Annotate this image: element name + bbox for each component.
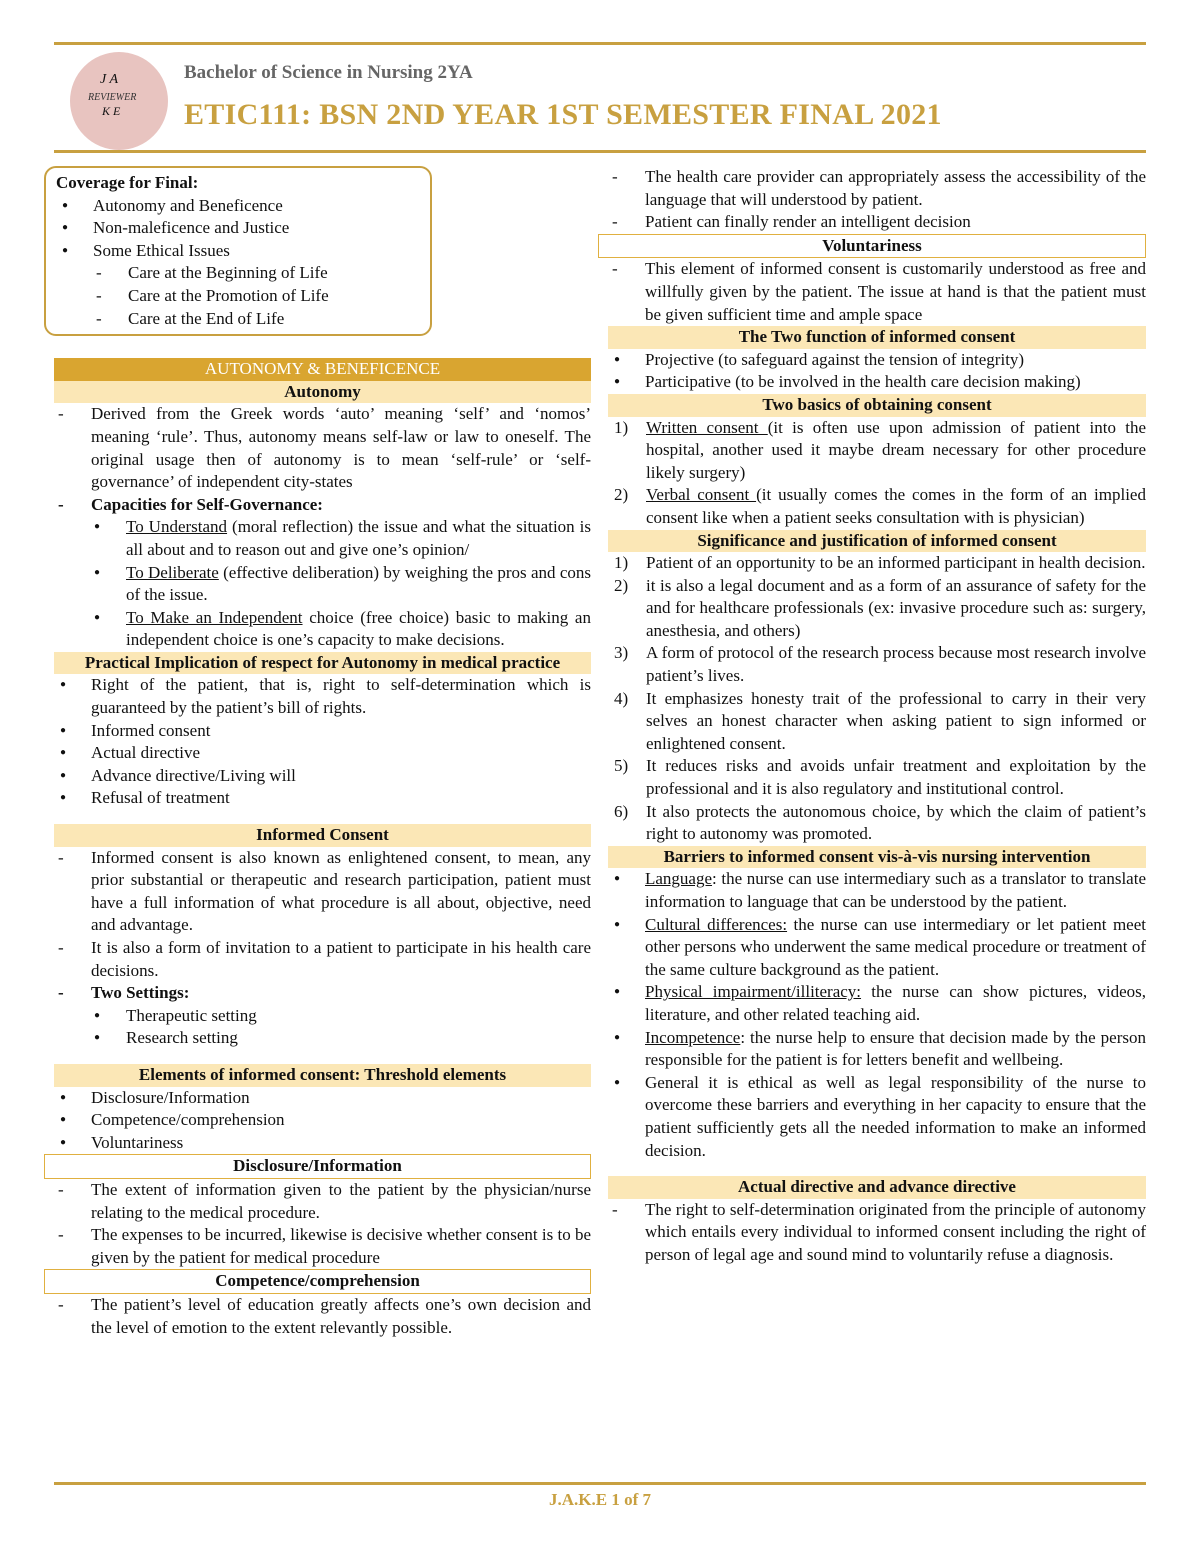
coverage-item: ● Some Ethical Issues	[56, 240, 430, 263]
elements-item: ● Competence/comprehension	[54, 1109, 591, 1132]
capacity-label: To Deliberate	[126, 562, 219, 582]
informed-paragraph: - Informed consent is also known as enlightened consent, to mean, any prior substantial or therapeutic and research participation, patient must have a full information of what procedure is all about, objective, need and advantage.	[54, 847, 591, 937]
barrier-text: : the nurse help to ensure that decision made by the person responsible for the patient is for letters benefit and wellbeing.	[645, 1027, 1146, 1070]
informed-consent-heading: Informed Consent	[54, 824, 591, 847]
two-basics-item: 2) Verbal consent (it usually comes the comes in the form of an implied consent like when a patient seeks consultation with is physician)	[614, 485, 1146, 527]
coverage-item: ● Non-maleficence and Justice	[56, 217, 430, 240]
logo-text-top: J A	[100, 72, 119, 87]
elements-heading: Elements of informed consent: Threshold elements	[54, 1064, 591, 1087]
disclosure-heading: Disclosure/Information	[44, 1154, 591, 1179]
disclosure-item: - The extent of information given to the patient by the physician/nurse relating to the medical procedure.	[54, 1179, 591, 1224]
right-column	[608, 166, 1146, 1267]
left-column	[54, 166, 591, 1339]
practical-item: ● Refusal of treatment	[54, 787, 591, 810]
significance-text: It also protects the autonomous choice, by which the claim of patient’s right to autonomy was promoted.	[646, 801, 1146, 844]
capacity-text: (effective deliberation) by weighing the pros and cons of the issue.	[126, 562, 591, 605]
two-function-item: ● Participative (to be involved in the health care decision making)	[608, 371, 1146, 394]
capacity-label: To Make an Independent	[126, 607, 303, 627]
settings-heading: - Two Settings:	[54, 982, 591, 1005]
significance-item: 3) A form of protocol of the research process because most research involve patient’s lives.	[614, 643, 1146, 686]
barrier-item	[608, 868, 1146, 913]
logo-text-middle: REVIEWER	[88, 92, 137, 103]
capacity-item	[54, 516, 591, 561]
disclosure-item: - The expenses to be incurred, likewise is decisive whether consent is to be given by the patient for medical procedure	[54, 1224, 591, 1269]
actual-directive-paragraph: - The right to self-determination originated from the principle of autonomy which entails every individual to informed consent including the right of person of legal age and sound mind to voluntarily refuse a diagnosis.	[608, 1199, 1146, 1267]
barrier-label: Physical impairment/illiteracy:	[645, 982, 862, 1002]
capacity-item	[54, 607, 591, 652]
top-rule	[54, 42, 1146, 45]
settings-item: ● Therapeutic setting	[54, 1005, 591, 1028]
coverage-subitem: - Care at the Beginning of Life	[56, 262, 430, 285]
voluntariness-heading: Voluntariness	[598, 234, 1146, 259]
practical-item: ● Informed consent	[54, 720, 591, 743]
coverage-box	[44, 166, 432, 336]
two-function-item: ● Projective (to safeguard against the tension of integrity)	[608, 349, 1146, 372]
actual-directive-heading: Actual directive and advance directive	[608, 1176, 1146, 1199]
barrier-label: Language	[645, 869, 713, 889]
capacity-text: choice (free choice) basic to making an independent choice is one’s capacity to make decisions.	[126, 607, 591, 650]
barrier-item	[608, 1027, 1146, 1072]
significance-heading: Significance and justification of informed consent	[608, 530, 1146, 553]
barrier-label: Cultural differences:	[645, 914, 788, 934]
voluntariness-paragraph: - This element of informed consent is customarily understood as free and willfully given by the patient. The issue at hand is that the patient must be given sufficient time and ample space	[608, 258, 1146, 326]
two-basics-heading: Two basics of obtaining consent	[608, 394, 1146, 417]
informed-paragraph: - It is also a form of invitation to a patient to participate in his health care decisions.	[54, 937, 591, 982]
section-title: AUTONOMY & BENEFICENCE	[54, 358, 591, 381]
capacity-label: To Understand	[126, 517, 228, 537]
coverage-subitem: - Care at the End of Life	[56, 308, 430, 331]
coverage-subitem: - Care at the Promotion of Life	[56, 285, 430, 308]
two-basics-label: Verbal consent	[646, 485, 757, 505]
practical-item: ● Right of the patient, that is, right to self-determination which is guaranteed by the patient’s bill of rights.	[54, 674, 591, 719]
elements-item: ● Disclosure/Information	[54, 1087, 591, 1110]
two-basics-text: (it usually comes the comes in the form of an implied consent like when a patient seeks consultation with is physician)	[646, 485, 1146, 527]
significance-text: It emphasizes honesty trait of the professional to carry in their very selves an honest character when asking patient to sign informed or enlightened consent.	[646, 688, 1146, 753]
coverage-item: ● Autonomy and Beneficence	[56, 195, 430, 218]
significance-item: 6) It also protects the autonomous choice, by which the claim of patient’s right to autonomy was promoted.	[614, 801, 1146, 844]
bottom-rule	[54, 1482, 1146, 1485]
two-basics-item: 1) Written consent (it is often use upon admission of patient into the hospital, another used it maybe dream necessary for other procedure likely surgery)	[614, 417, 1147, 482]
autonomy-paragraph: - Derived from the Greek words ‘auto’ meaning ‘self’ and ‘nomos’ meaning ‘rule’. Thus, autonomy means self-law or law to oneself. The original usage then of autonomy is to mean ‘self-rule’ or ‘self-governance’ of independent city-states	[54, 403, 591, 493]
barrier-text: the nurse can use intermediary or let patient meet other persons who underwent the same medical procedure or treatment of the same culture background as the patient.	[645, 914, 1146, 979]
logo	[70, 52, 168, 150]
capacity-text: (moral reflection) the issue and what the situation is all about and to reason out and give one’s opinion/	[126, 517, 591, 559]
elements-item: ● Voluntariness	[54, 1132, 591, 1155]
settings-item: ● Research setting	[54, 1027, 591, 1050]
coverage-heading: Coverage for Final:	[56, 173, 199, 192]
spacer	[54, 810, 591, 824]
significance-text: It reduces risks and avoids unfair treatment and exploitation by the professional and it is also regulatory and institutional control.	[646, 756, 1146, 799]
capacity-item	[54, 562, 591, 607]
significance-item: 1) Patient of an opportunity to be an informed participant in health decision.	[614, 553, 1146, 573]
two-basics-text: (it is often use upon admission of patient into the hospital, another used it maybe dream necessary for other procedure likely surgery)	[646, 417, 1147, 482]
barrier-item: ● General it is ethical as well as legal responsibility of the nurse to overcome these barriers and everything in her capacity to ensure that the patient sufficiently gets all the needed information to make an informed decision.	[608, 1072, 1146, 1162]
practical-item: ● Advance directive/Living will	[54, 765, 591, 788]
header-rule	[54, 150, 1146, 153]
practical-item: ● Actual directive	[54, 742, 591, 765]
significance-text: Patient of an opportunity to be an informed participant in health decision.	[646, 553, 1146, 573]
spacer	[54, 1050, 591, 1064]
logo-text-bottom: K E	[102, 104, 121, 118]
significance-text: A form of protocol of the research process because most research involve patient’s lives.	[646, 643, 1146, 686]
barrier-item	[608, 914, 1146, 982]
practical-heading: Practical Implication of respect for Autonomy in medical practice	[54, 652, 591, 675]
significance-text: it is also a legal document and as a form of an assurance of safety for the and for healthcare professionals (ex: invasive procedure such as: surgery, anesthesia, and others)	[646, 575, 1146, 640]
autonomy-heading: Autonomy	[54, 381, 591, 404]
significance-item: 2) it is also a legal document and as a form of an assurance of safety for the and for healthcare professionals (ex: invasive procedure such as: surgery, anesthesia, and others)	[614, 575, 1146, 640]
capacities-heading: - Capacities for Self-Governance:	[54, 494, 591, 517]
significance-item: 5) It reduces risks and avoids unfair treatment and exploitation by the professional and it is also regulatory and institutional control.	[614, 756, 1146, 799]
subtitle: Bachelor of Science in Nursing 2YA	[184, 62, 473, 83]
page-footer: J.A.K.E 1 of 7	[549, 1490, 651, 1509]
competence-item: - The patient’s level of education greatly affects one’s own decision and the level of emotion to the extent relevantly possible.	[54, 1294, 591, 1339]
barrier-text: : the nurse can use intermediary such as a translator to translate information to language that can be understood by the patient.	[645, 869, 1146, 911]
spacer	[608, 1162, 1146, 1176]
significance-item: 4) It emphasizes honesty trait of the professional to carry in their very selves an honest character when asking patient to sign informed or enlightened consent.	[614, 688, 1146, 753]
page-title: ETIC111: BSN 2ND YEAR 1ST SEMESTER FINAL 2021	[184, 98, 942, 131]
barrier-text: the nurse can show pictures, videos, literature, and other related teaching aid.	[645, 982, 1146, 1024]
competence-heading: Competence/comprehension	[44, 1269, 591, 1294]
top-item: - Patient can finally render an intelligent decision	[608, 211, 1146, 234]
two-basics-label: Written consent	[646, 417, 768, 437]
two-function-heading: The Two function of informed consent	[608, 326, 1146, 349]
barrier-item	[608, 981, 1146, 1026]
top-item: - The health care provider can appropriately assess the accessibility of the language that will understood by patient.	[608, 166, 1146, 211]
barriers-heading: Barriers to informed consent vis-à-vis nursing intervention	[608, 846, 1146, 869]
barrier-label: Incompetence	[645, 1027, 741, 1047]
